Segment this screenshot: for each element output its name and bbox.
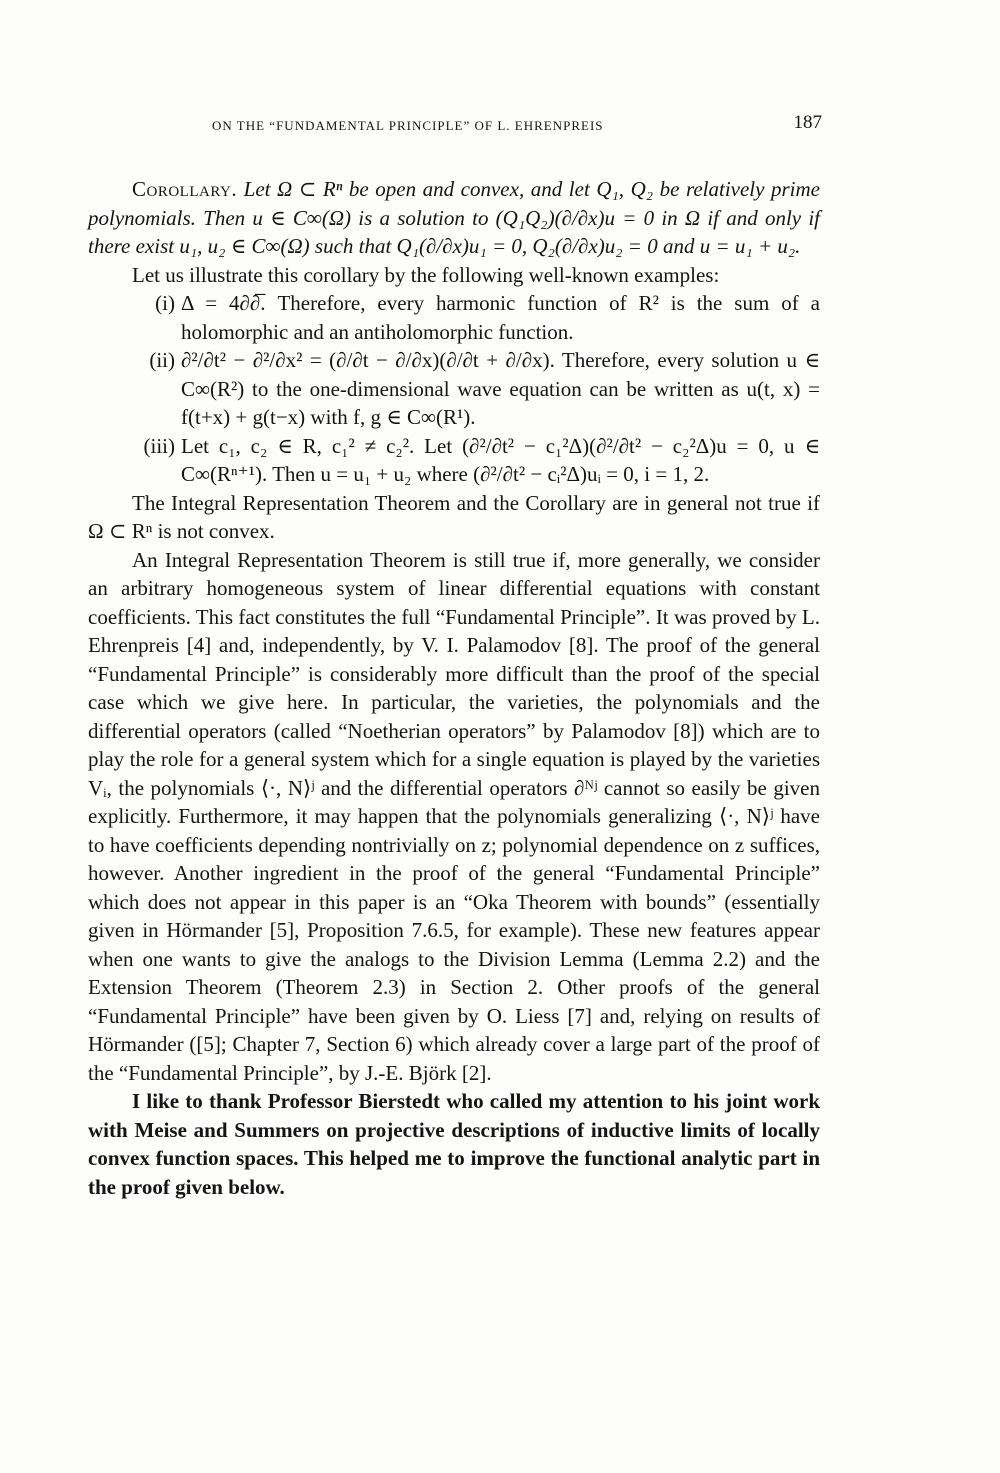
examples-intro: Let us illustrate this corollary by the following well-known examples: [132,262,720,287]
paragraph-acknowledgement: I like to thank Professor Bierstedt who called my attention to his joint work with Meise and Summers on projective descriptions of inductive limits of locally convex function spaces. This helped me to improve the functional analytic part in the proof given below. [88,1089,820,1199]
paragraph-convexity: The Integral Representation Theorem and the Corollary are in general not true if Ω ⊂ Rⁿ is not convex. [88,490,820,543]
example-item [88,346,820,432]
example-label: (iii) [143,433,175,458]
corollary [88,175,820,261]
paragraph-fundamental-principle: An Integral Representation Theorem is still true if, more generally, we consider an arbitrary homogeneous system of linear differential equations with constant coefficients. This fact constitutes the full “Fundamental Principle”. It was proved by L. Ehrenpreis [4] and, independently, by V. I. Palamodov [8]. The proof of the general “Fundamental Principle” is considerably more difficult than the proof of the special case which we give here. In particular, the varieties, the polynomials and the differential operators (called “Noetherian operators” by Palamodov [8]) which are to play the role for a general system which for a single equation is played by the varieties Vᵢ, the polynomials ⟨·, N⟩ʲ and the differential operators ∂ᴺʲ cannot so easily be given explicitly. Furthermore, it may happen that the polynomials generalizing ⟨·, N⟩ʲ have to have coefficients depending nontrivially on z; polynomial dependence on z suffices, however. Another ingredient in the proof of the general “Fundamental Principle” which does not appear in this paper is an “Oka Theorem with bounds” (essentially given in Hörmander [5], Proposition 7.6.5, for example). These new features appear when one wants to give the analogs to the Division Lemma (Lemma 2.2) and the Extension Theorem (Theorem 2.3) in Section 2. Other proofs of the general “Fundamental Principle” have been given by O. Liess [7] and, relying on results of Hörmander ([5]; Chapter 7, Section 6) which already cover a large part of the proof of the “Fundamental Principle”, by J.-E. Björk [2]. [88,547,820,1085]
example-item [88,432,820,489]
example-text: ∂²/∂t² − ∂²/∂x² = (∂/∂t − ∂/∂x)(∂/∂t + ∂/∂x). Therefore, every solution u ∈ C∞(R²) to the one-dimensional wave equation can be written as u(t, x) = f(t+x) + g(t−x) with f, g ∈ C∞(R¹). [181,348,820,429]
running-header [212,112,822,134]
example-item [88,289,820,346]
page-body [88,175,820,1201]
running-title: ON THE “FUNDAMENTAL PRINCIPLE” OF L. EHRENPREIS [212,118,604,133]
example-label: (i) [155,291,175,315]
corollary-lead: Corollary. [132,177,238,201]
example-label: (ii) [149,348,175,372]
example-text: Let c₁, c₂ ∈ R, c₁² ≠ c₂². Let (∂²/∂t² − c₁²Δ)(∂²/∂t² − c₂²Δ)u = 0, u ∈ C∞(Rⁿ⁺¹). Then u = u₁ + u₂ where (∂²/∂t² − cᵢ²Δ)uᵢ = 0, i = 1, 2. [181,433,820,486]
page-number: 187 [793,112,822,133]
example-text: Δ = 4∂∂̅. Therefore, every harmonic function of R² is the sum of a holomorphic and an antiholomorphic function. [181,291,820,344]
corollary-text: Let Ω ⊂ Rⁿ be open and convex, and let Q₁, Q₂ be relatively prime polynomials. Then u ∈ C∞(Ω) is a solution to (Q₁Q₂)(∂/∂x)u = 0 in Ω if and only if there exist u₁, u₂ ∈ C∞(Ω) such that Q₁(∂/∂x)u₁ = 0, Q₂(∂/∂x)u₂ = 0 and u = u₁ + u₂. [88,177,821,258]
